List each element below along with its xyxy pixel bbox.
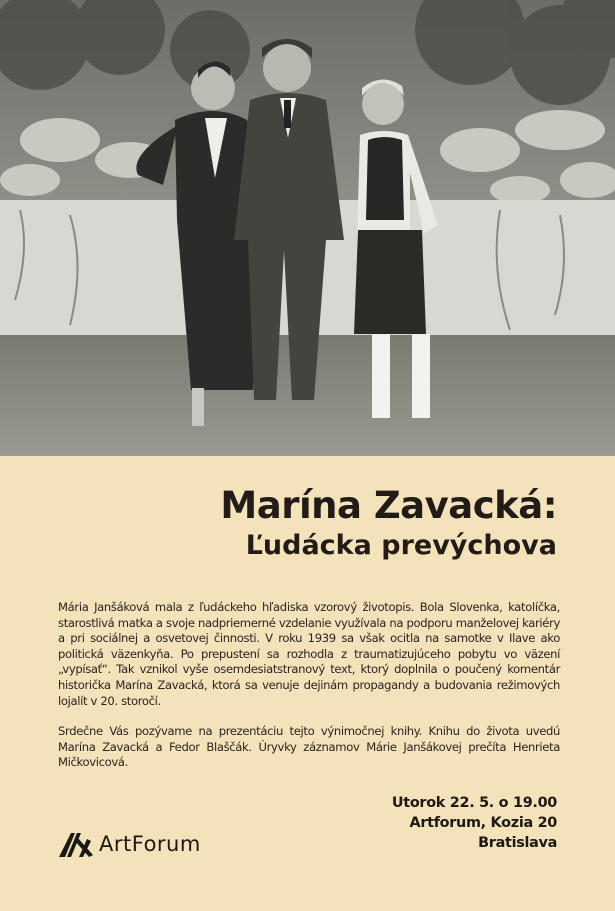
artforum-logo-icon (57, 829, 95, 859)
page-title: Marína Zavacká: (220, 484, 557, 527)
title-block (220, 484, 557, 564)
event-venue: Artforum, Kozia 20 (409, 815, 557, 831)
description-paragraph-2: Srdečne Vás pozývame na prezentáciu tejto výnimočnej knihy. Knihu do života uvedú Marína Zavacká a Fedor Blaščák. Úryvky záznamov Márie Janšákovej prečíta Henrieta Mičkovicová. (58, 724, 560, 770)
page-subtitle: Ľudácka prevýchova (245, 530, 557, 561)
artforum-logo (57, 826, 201, 862)
description-paragraph-1: Mária Janšáková mala z ľudáckeho hľadiska vzorový životopis. Bola Slovenka, katolíčka, starostlivá matka a svoje nadpriemerné vzdelanie využívala na podporu manželovej kariéry a pri sociálnej a osvetovej činnosti. V roku 1939 sa však ocitla na samotke v Ilave ako politická väzenkyňa. Po prepustení sa rozhodla z traumatizujúceho pobytu vo väzení „vypísať“. Tak vznikol vyše osemdesiatstranový text, ktorý doplnila o poučený komentár historička Marína Zavacká, ktorá sa venuje dejinám propagandy a budovania režimových lojalít v 20. storočí. (58, 600, 560, 708)
description (58, 600, 560, 786)
event-date: Utorok 22. 5. o 19.00 (391, 795, 557, 811)
artforum-logo-text: ArtForum (99, 832, 201, 856)
event-info (392, 793, 557, 853)
event-city: Bratislava (478, 835, 557, 851)
